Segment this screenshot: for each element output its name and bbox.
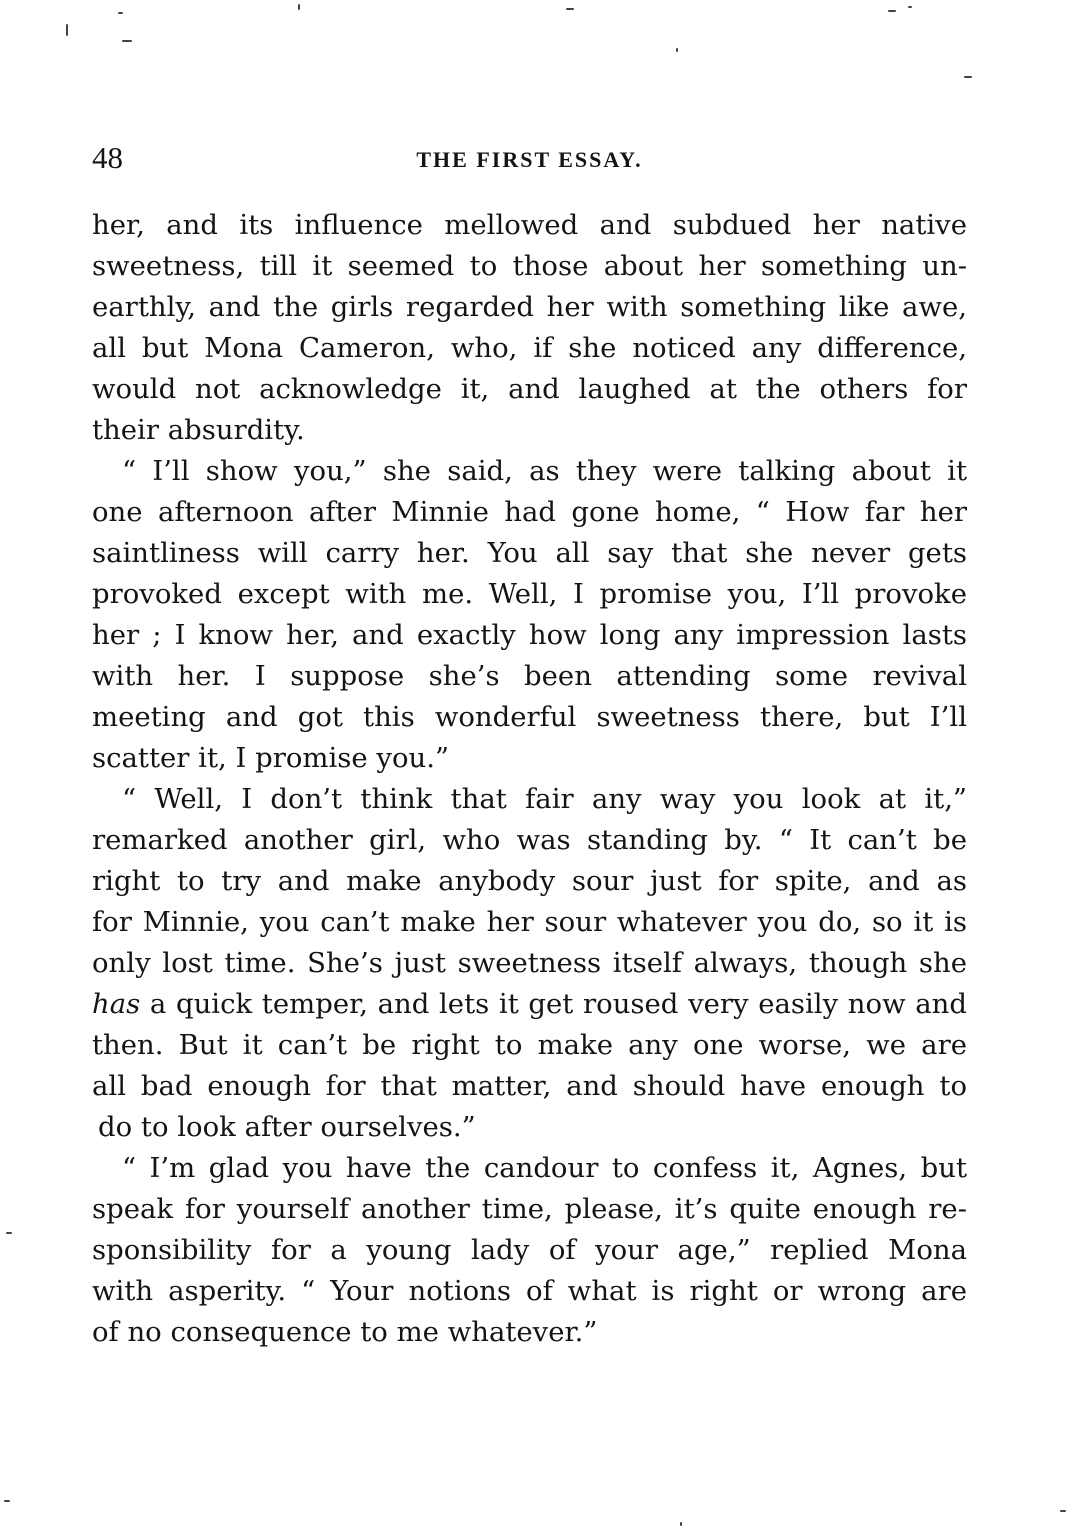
text-line: one afternoon after Minnie had gone home, “ How far her [92, 496, 967, 528]
text-line: her, and its influence mellowed and subdued her native [92, 209, 967, 241]
text-line: then. But it can’t be right to make any one worse, we are [92, 1029, 967, 1061]
text-line: all but Mona Cameron, who, if she noticed any difference, [92, 332, 967, 364]
text-line: her ; I know her, and exactly how long any impression lasts [92, 619, 967, 651]
text-line: provoked except with me. Well, I promise you, I’ll provoke [92, 578, 967, 610]
scan-speck [4, 1500, 10, 1502]
text-line: saintliness will carry her. You all say that she never gets [92, 537, 967, 569]
scan-speck [676, 48, 678, 52]
scan-speck [118, 12, 123, 14]
text-line [92, 984, 967, 1025]
text-line: for Minnie, you can’t make her sour whatever you do, so it is [92, 906, 967, 938]
scan-speck [122, 40, 132, 42]
text-line: of no consequence to me whatever.” [92, 1316, 598, 1348]
scan-speck [6, 1232, 12, 1234]
text-line: remarked another girl, who was standing by. “ It can’t be [92, 824, 967, 856]
text-line: would not acknowledge it, and laughed at the others for [92, 373, 967, 405]
text-line: only lost time. She’s just sweetness itself always, though she [92, 947, 967, 979]
text-line: all bad enough for that matter, and should have enough to [92, 1070, 967, 1102]
text-line: meeting and got this wonderful sweetness there, but I’ll [92, 701, 967, 733]
text-line: sweetness, till it seemed to those about her something un- [92, 250, 967, 282]
page-number: 48 [92, 140, 123, 175]
scan-speck [908, 6, 912, 8]
text-line: “ I’ll show you,” she said, as they were talking about it [122, 455, 967, 487]
scan-speck [1060, 1510, 1066, 1512]
text-line: earthly, and the girls regarded her with something like awe, [92, 291, 967, 323]
body-text [92, 205, 967, 1353]
text-line: “ I’m glad you have the candour to confess it, Agnes, but [122, 1152, 967, 1184]
scan-speck [66, 24, 68, 36]
scan-speck [680, 1522, 682, 1526]
text-line: their absurdity. [92, 414, 305, 446]
text-line: do to look after ourselves.” [98, 1111, 476, 1143]
text-line-rest: a quick temper, and lets it get roused very easily now and [149, 988, 967, 1020]
text-line: sponsibility for a young lady of your age,” replied Mona [92, 1234, 967, 1266]
text-line: scatter it, I promise you.” [92, 742, 450, 774]
scan-speck [964, 76, 972, 78]
text-line: “ Well, I don’t think that fair any way you look at it,” [122, 783, 967, 815]
page-header [92, 138, 967, 178]
text-line: with her. I suppose she’s been attending some revival [92, 660, 967, 692]
scan-speck [298, 4, 300, 10]
running-title: THE FIRST ESSAY. [416, 147, 643, 172]
text-line: speak for yourself another time, please, it’s quite enough re- [92, 1193, 967, 1225]
emphasized-word: has [92, 988, 141, 1020]
scan-speck [566, 8, 574, 10]
text-line: right to try and make anybody sour just for spite, and as [92, 865, 967, 897]
scan-speck [888, 10, 896, 12]
text-line: with asperity. “ Your notions of what is right or wrong are [92, 1275, 967, 1307]
